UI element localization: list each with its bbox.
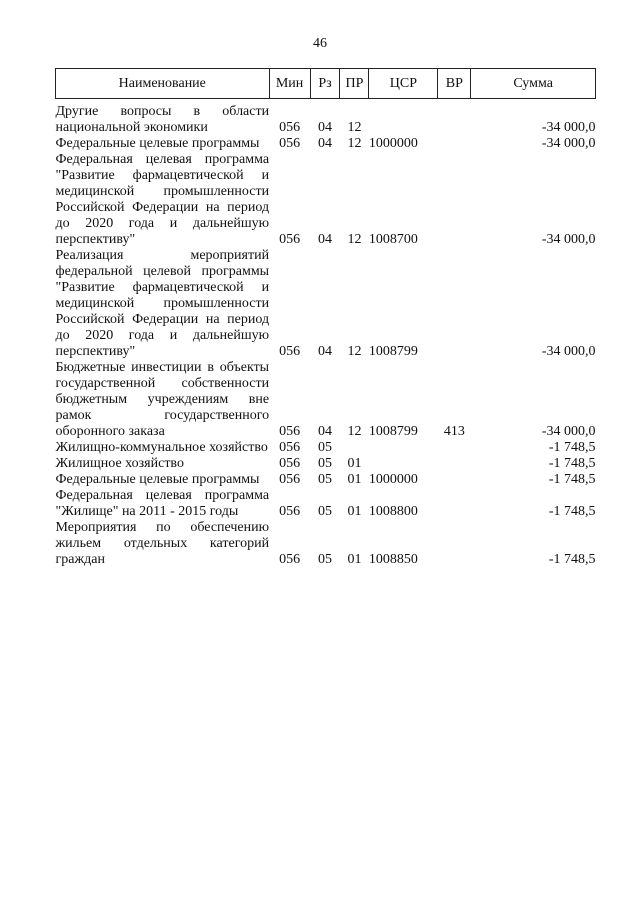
row-csr: 1008850 [368,552,418,567]
row-rz: 04 [318,232,332,247]
row-csr [369,99,438,137]
row-sum: -1 748,5 [548,472,596,487]
row-rz: 05 [318,504,332,519]
row-vr [438,472,471,488]
row-vr [438,152,471,248]
row-rz: 05 [318,440,332,455]
row-vr [438,136,471,152]
budget-table [55,68,596,568]
table-row [56,472,596,488]
row-csr: 1008800 [368,504,418,519]
row-min: 056 [279,344,301,359]
table-body [56,99,596,569]
header-name: Наименование [56,69,270,99]
row-name: Бюджетные инвестиции в объекты государственной собственности бюджетным учреждениям вне рамок государственного оборонного заказа [55,360,270,439]
row-min: 056 [279,232,301,247]
row-name: Реализация мероприятий федеральной целевой программы "Развитие фармацевтической и медицинской промышленности Российской Федерации на период до 2020 года и дальнейшую перспективу" [55,248,270,359]
row-name: Жилищное хозяйство [55,456,184,471]
row-min: 056 [279,456,301,471]
row-pr: 12 [347,424,362,439]
row-name: Федеральная целевая программа "Жилище" на 2011 - 2015 годы [55,488,270,519]
row-name: Другие вопросы в области национальной экономики [55,104,270,135]
row-min: 056 [279,120,301,135]
row-vr [438,440,471,456]
row-rz: 04 [318,344,332,359]
header-row [56,69,596,99]
row-sum: -1 748,5 [548,552,596,567]
row-pr: 12 [347,232,362,247]
row-min: 056 [279,136,301,151]
table-row [56,248,596,360]
row-name: Мероприятия по обеспечению жильем отдельных категорий граждан [55,520,270,567]
row-pr: 12 [347,344,362,359]
row-vr [438,456,471,472]
row-csr: 1008799 [368,344,418,359]
row-min: 056 [279,440,301,455]
row-sum: -34 000,0 [541,136,596,151]
row-sum: -34 000,0 [541,344,596,359]
table-row [56,99,596,137]
row-sum: -34 000,0 [541,232,596,247]
table-row [56,136,596,152]
row-min: 056 [279,424,301,439]
header-csr: ЦСР [369,69,438,99]
row-name: Федеральные целевые программы [55,472,260,487]
row-csr: 1000000 [368,136,418,151]
table-row [56,456,596,472]
row-pr: 12 [347,120,362,135]
row-min: 056 [279,504,301,519]
row-pr: 01 [347,472,362,487]
header-min: Мин [269,69,310,99]
row-vr: 413 [443,424,465,439]
row-sum: -34 000,0 [541,120,596,135]
row-min: 056 [279,552,301,567]
row-csr [369,456,438,472]
row-vr [438,488,471,520]
row-sum: -1 748,5 [548,504,596,519]
row-pr: 01 [347,552,362,567]
header-vr: ВР [438,69,471,99]
header-sum: Сумма [471,69,596,99]
row-rz: 04 [318,424,332,439]
row-name: Федеральная целевая программа "Развитие фармацевтической и медицинской промышленности Российской Федерации на период до 2020 года и дальнейшую перспективу" [55,152,270,247]
row-rz: 05 [318,456,332,471]
header-pr: ПР [340,69,369,99]
table-header [56,69,596,99]
page-number: 46 [313,36,327,51]
table-row [56,520,596,568]
row-rz: 05 [318,552,332,567]
row-pr [340,440,369,456]
row-rz: 05 [318,472,332,487]
row-name: Федеральные целевые программы [55,136,260,151]
row-name: Жилищно-коммунальное хозяйство [55,440,268,455]
row-csr [369,440,438,456]
table-row [56,440,596,456]
row-csr: 1008700 [368,232,418,247]
row-pr: 12 [347,136,362,151]
table-row [56,152,596,248]
table-row [56,488,596,520]
row-vr [438,99,471,137]
row-sum: -34 000,0 [541,424,596,439]
row-sum: -1 748,5 [548,440,596,455]
row-csr: 1000000 [368,472,418,487]
row-sum: -1 748,5 [548,456,596,471]
row-pr: 01 [347,456,362,471]
row-pr: 01 [347,504,362,519]
row-csr: 1008799 [368,424,418,439]
row-vr [438,248,471,360]
table-row [56,360,596,440]
row-min: 056 [279,472,301,487]
row-rz: 04 [318,120,332,135]
row-vr [438,520,471,568]
header-rz: Рз [310,69,340,99]
row-rz: 04 [318,136,332,151]
